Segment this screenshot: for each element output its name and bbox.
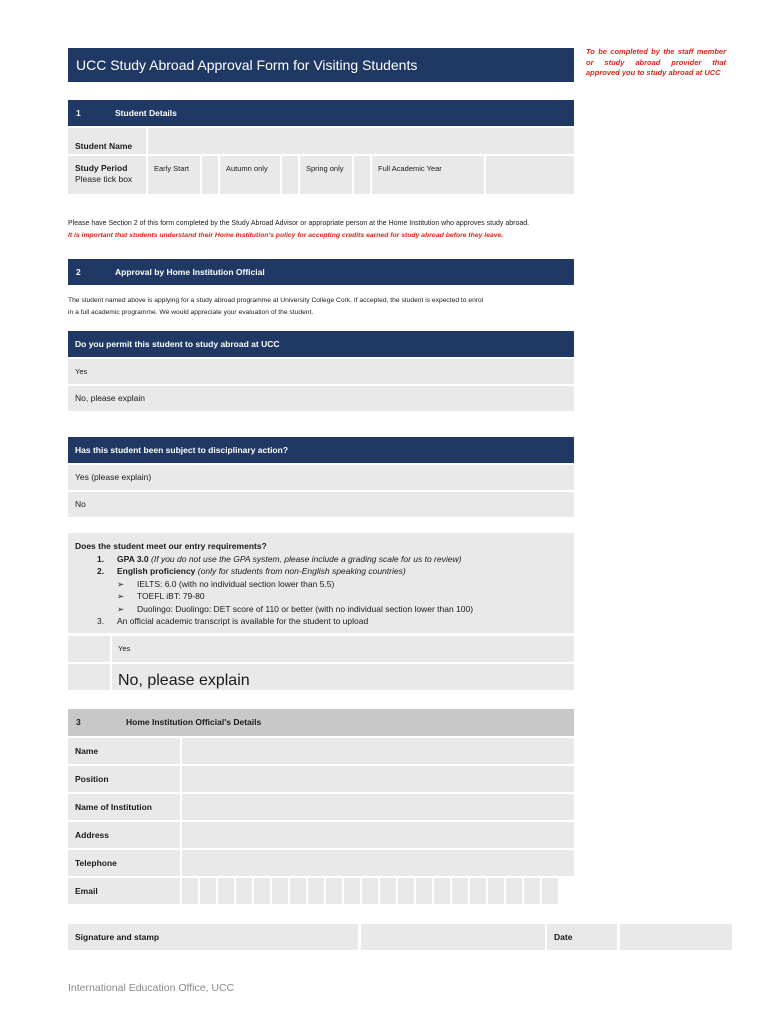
official-detail-label: Name of Institution <box>68 794 180 820</box>
official-detail-field[interactable] <box>182 738 574 764</box>
student-name-label: Student Name <box>68 128 146 154</box>
email-row <box>68 878 574 904</box>
q3-yes-checkbox[interactable] <box>68 636 110 662</box>
official-detail-field[interactable] <box>182 850 574 876</box>
staff-note: To be completed by the staff member or study abroad provider that approved you to study abroad at UCC <box>586 47 726 77</box>
q3-yes-option[interactable]: Yes <box>112 636 574 662</box>
arrow-bullet-icon: ➢ <box>117 578 125 589</box>
q1-yes-option[interactable]: Yes <box>68 359 574 384</box>
footer-text: International Education Office, UCC <box>68 982 235 994</box>
section1-label: Student Details <box>115 108 177 118</box>
question3-text: Does the student meet our entry requirements? <box>75 541 267 551</box>
email-char-box[interactable] <box>470 878 486 904</box>
question3-block <box>68 533 574 633</box>
email-char-box[interactable] <box>488 878 504 904</box>
study-period-row <box>68 156 574 194</box>
checkbox-full-year[interactable] <box>486 156 574 194</box>
question1-header: Do you permit this student to study abroad at UCC <box>68 331 574 357</box>
q2-yes-option[interactable]: Yes (please explain) <box>68 465 574 490</box>
student-name-row <box>68 128 574 154</box>
option-spring-only: Spring only <box>300 156 352 194</box>
official-detail-row <box>68 794 574 820</box>
email-char-box[interactable] <box>254 878 270 904</box>
email-char-box[interactable] <box>272 878 288 904</box>
signature-row <box>68 924 732 950</box>
official-detail-field[interactable] <box>182 794 574 820</box>
official-detail-row <box>68 850 574 876</box>
date-label: Date <box>547 924 617 950</box>
email-char-box[interactable] <box>362 878 378 904</box>
section2-intro-line2: in a full academic programme. We would appreciate your evaluation of the student. <box>68 309 314 316</box>
email-char-box[interactable] <box>308 878 324 904</box>
q3-no-checkbox[interactable] <box>68 664 110 690</box>
instruction-line1: Please have Section 2 of this form completed by the Study Abroad Advisor or appropriate person at the Home Institution who approves study abroad. <box>68 220 530 227</box>
req-bullet-duolingo: ➢ Duolingo: Duolingo: DET score of 110 or better (with no individual section lower than 100) <box>117 603 474 614</box>
official-detail-label: Telephone <box>68 850 180 876</box>
section2-label: Approval by Home Institution Official <box>115 267 265 277</box>
req-bullet-ielts: ➢ IELTS: 6.0 (with no individual section lower than 5.5) <box>117 578 335 589</box>
q3-yes-row <box>68 636 574 662</box>
section2-number: 2 <box>76 267 81 277</box>
official-detail-label: Position <box>68 766 180 792</box>
email-char-box[interactable] <box>218 878 234 904</box>
arrow-bullet-icon: ➢ <box>117 603 125 614</box>
date-field[interactable] <box>620 924 732 950</box>
section1-number: 1 <box>76 108 81 118</box>
email-char-box[interactable] <box>380 878 396 904</box>
email-char-box[interactable] <box>344 878 360 904</box>
official-detail-label: Name <box>68 738 180 764</box>
checkbox-spring-only[interactable] <box>354 156 370 194</box>
checkbox-early-start[interactable] <box>202 156 218 194</box>
email-char-box[interactable] <box>236 878 252 904</box>
section3-label: Home Institution Official's Details <box>126 717 262 727</box>
official-detail-field[interactable] <box>182 822 574 848</box>
email-char-box[interactable] <box>398 878 414 904</box>
official-detail-row <box>68 766 574 792</box>
option-early-start: Early Start <box>148 156 200 194</box>
email-char-box[interactable] <box>200 878 216 904</box>
official-detail-label: Address <box>68 822 180 848</box>
email-label: Email <box>68 878 180 904</box>
email-char-box[interactable] <box>416 878 432 904</box>
email-char-box[interactable] <box>326 878 342 904</box>
section2-header <box>68 259 574 285</box>
email-char-box[interactable] <box>542 878 558 904</box>
option-full-year: Full Academic Year <box>372 156 484 194</box>
email-char-box[interactable] <box>182 878 198 904</box>
email-char-box[interactable] <box>506 878 522 904</box>
req-bullet-toefl: ➢ TOEFL iBT: 79-80 <box>117 591 205 601</box>
req-item-english: 2. English proficiency (only for students from non-English speaking countries) <box>97 566 406 576</box>
q3-no-row <box>68 664 574 690</box>
checkbox-autumn-only[interactable] <box>282 156 298 194</box>
option-autumn-only: Autumn only <box>220 156 280 194</box>
email-char-box[interactable] <box>452 878 468 904</box>
arrow-bullet-icon: ➢ <box>117 591 125 601</box>
official-detail-row <box>68 822 574 848</box>
q2-no-option[interactable]: No <box>68 492 574 517</box>
section3-number: 3 <box>76 717 81 727</box>
email-char-box[interactable] <box>290 878 306 904</box>
req-item-gpa: 1. GPA 3.0 (If you do not use the GPA system, please include a grading scale for us to review) <box>97 553 462 564</box>
email-char-box[interactable] <box>524 878 540 904</box>
signature-label: Signature and stamp <box>68 924 358 950</box>
signature-field[interactable] <box>361 924 545 950</box>
q3-no-option[interactable]: No, please explain <box>112 664 574 690</box>
section1-header <box>68 100 574 126</box>
q1-no-option[interactable]: No, please explain <box>68 386 574 411</box>
section3-header <box>68 709 574 736</box>
official-detail-field[interactable] <box>182 766 574 792</box>
form-title: UCC Study Abroad Approval Form for Visiting Students <box>68 48 574 82</box>
study-period-label: Study Period Please tick box <box>68 156 146 194</box>
email-char-box[interactable] <box>434 878 450 904</box>
section2-intro-line1: The student named above is applying for a study abroad programme at University College Cork. If accepted, the student is expected to enrol <box>68 297 484 304</box>
tick-hint: Please tick box <box>75 174 133 184</box>
student-name-field[interactable] <box>148 128 574 154</box>
question2-header: Has this student been subject to disciplinary action? <box>68 437 574 463</box>
req-item-transcript: 3. An official academic transcript is available for the student to upload <box>97 616 369 626</box>
official-detail-row <box>68 738 574 764</box>
instruction-line2: It is important that students understand their Home Institution's policy for accepting credits earned for study abroad before they leave. <box>68 232 504 239</box>
